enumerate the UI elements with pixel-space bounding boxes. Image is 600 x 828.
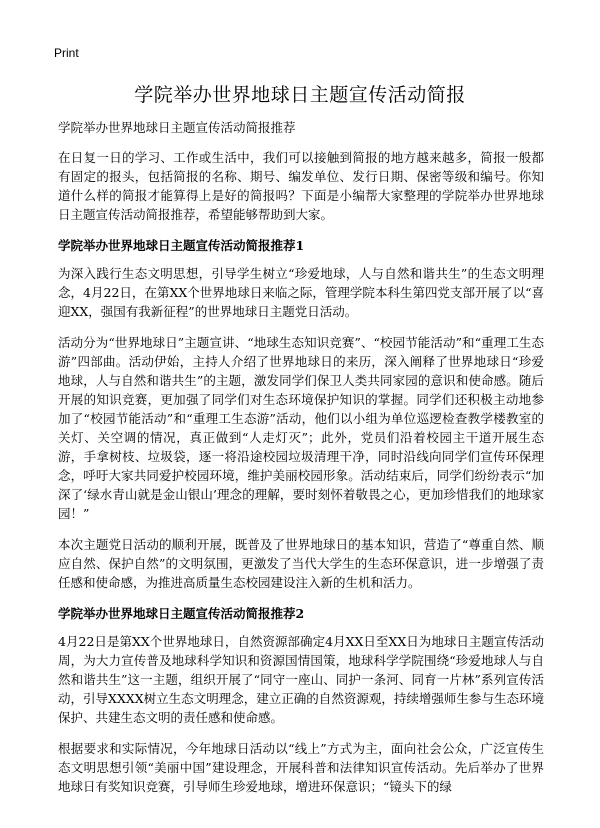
section-2-paragraph-1: 4月22日是第XX个世界地球日，自然资源部确定4月XX日至XX日为地球日主题宣传活动周，为大力宣传普及地球科学知识和资源国情国策，地球科学学院围绕“珍爱地球人与自然和谐共生”这一主题，组织开展了“同守一座山、同护一条河、同育一片林”系列宣传活动，引导XXXX树立生态文明理念，建立正确的自然资源观，持续增强师生参与生态环境保护、共建生态文明的责任感和使命感。 [58,634,544,725]
section-2 [58,604,544,796]
print-link[interactable]: Print [54,46,79,60]
section-2-paragraph-2: 根据要求和实际情况，今年地球日活动以“线上”方式为主，面向社会公众，广泛宣传生态文明思想引领“美丽中国”建设理念，开展科普和法律知识宣传活动。先后举办了世界地球日有奖知识竞赛，引导师生珍爱地球，增进环保意识；“镜头下的绿 [58,741,544,794]
article-subtitle: 学院举办世界地球日主题宣传活动简报推荐 [58,120,296,135]
section-1-paragraph-1: 为深入践行生态文明思想，引导学生树立“珍爱地球，人与自然和谐共生”的生态文明理念，4月22日，在第XX个世界地球日来临之际，管理学院本科生第四党支部开展了以“喜迎XX，强国有我新征程”的世界地球日主题党日活动。 [58,266,544,319]
section-1-paragraph-2: 活动分为“世界地球日”主题宣讲、“地球生态知识竞赛”、“校园节能活动”和“重理工生态游”四部曲。活动伊始，主持人介绍了世界地球日的来历，深入阐释了世界地球日“珍爱地球，人与自然和谐共生”的主题，激发同学们保卫人类共同家园的意识和使命感。随后开展的知识竞赛，更加强了同学们对生态环境保护知识的掌握。同学们还积极主动地参加了“校园节能活动”和“重理工生态游”活动，他们以小组为单位巡逻检查教学楼教室的关灯、关空调的情况，真正做到“人走灯灭”；此外，党员们沿着校园主干道开展生态游，手拿树枝、垃圾袋，逐一将沿途校园垃圾清理干净，同时沿线向同学们宣传环保理念，呼吁大家共同爱护校园环境，维护美丽校园形象。活动结束后，同学们纷纷表示“加深了‘绿水青山就是金山银山’理念的理解，要时刻怀着敬畏之心，更加珍惜我们的地球家园！” [58,335,544,521]
page-title: 学院举办世界地球日主题宣传活动简报 [134,84,466,106]
section-1 [58,236,544,592]
section-2-heading: 学院举办世界地球日主题宣传活动简报推荐2 [58,606,305,621]
article-body [58,118,544,808]
intro-paragraph: 在日复一日的学习、工作或生活中，我们可以接触到简报的地方越来越多，简报一般都有固定的报头，包括简报的名称、期号、编发单位、发行日期、保密等级和编号。你知道什么样的简报才能算得上是好的简报吗？下面是小编帮大家整理的学院举办世界地球日主题宣传活动简报推荐，希望能够帮助到大家。 [58,150,544,222]
section-1-heading: 学院举办世界地球日主题宣传活动简报推荐1 [58,238,305,253]
section-1-paragraph-3: 本次主题党日活动的顺利开展，既普及了世界地球日的基本知识，营造了“尊重自然、顺应自然、保护自然”的文明氛围，更激发了当代大学生的生态环保意识，进一步增强了责任感和使命感，为推进高质量生态校园建设注入新的生机和活力。 [58,537,544,590]
